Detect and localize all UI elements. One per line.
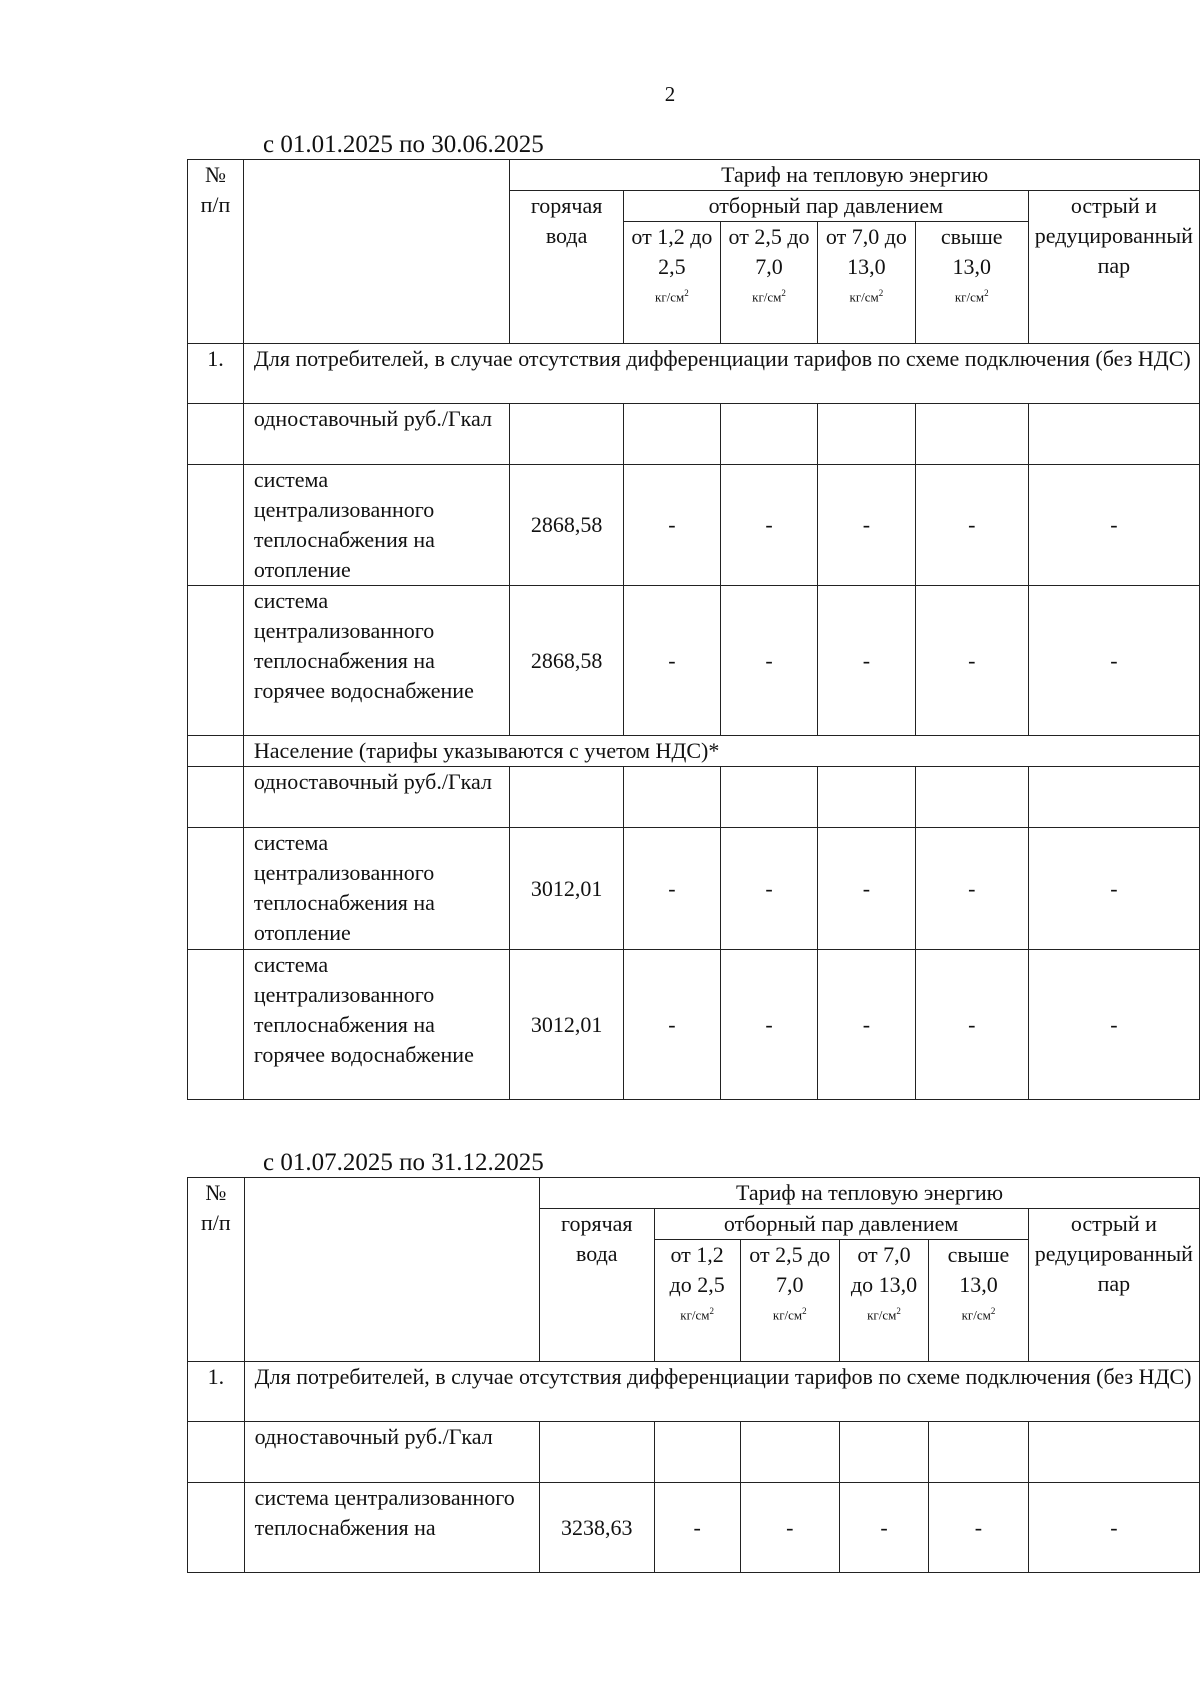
dash-cell: - — [623, 465, 720, 586]
dash-cell: - — [740, 1483, 839, 1573]
header-range-1: от 1,2 до 2,5 $кг/см^2$ — [654, 1240, 740, 1362]
group-num: 1. — [188, 344, 244, 404]
header-tariff-title: Тариф на тепловую энергию — [540, 1178, 1200, 1209]
dash-cell: - — [839, 1483, 928, 1573]
header-sharp-steam: острый и редуцированный пар — [1028, 1209, 1199, 1362]
empty-cell — [188, 586, 244, 736]
dash-cell: - — [1028, 586, 1199, 736]
group-num: 1. — [188, 1362, 245, 1422]
tariff-table-2 — [187, 1177, 1200, 1573]
dash-cell: - — [720, 586, 817, 736]
header-steam-group: отборный пар давлением — [623, 191, 1028, 222]
header-hot-water: горячая вода — [540, 1209, 655, 1362]
dash-cell: - — [915, 465, 1028, 586]
header-num: № п/п — [188, 160, 244, 344]
rate-type-label: одноставочный руб./Гкал — [243, 404, 509, 465]
group-title: Для потребителей, в случае отсутствия дифференциации тарифов по схеме подключения (без НДС) — [243, 344, 1199, 404]
header-num: № п/п — [188, 1178, 245, 1362]
empty-cell — [188, 1422, 245, 1483]
header-range-1: от 1,2 до 2,5 $кг/см^2$ — [623, 222, 720, 344]
header-range-3: от 7,0 до 13,0 $кг/см^2$ — [839, 1240, 928, 1362]
dash-cell: - — [720, 465, 817, 586]
row-label: система централизованного теплоснабжения на горячее водоснабжение — [243, 586, 509, 736]
dash-cell: - — [818, 586, 916, 736]
dash-cell: - — [929, 1483, 1029, 1573]
dash-cell: - — [1028, 1483, 1199, 1573]
row-label: система централизованного теплоснабжения на отопление — [243, 828, 509, 950]
rate-type-label: одноставочный руб./Гкал — [243, 767, 509, 828]
dash-cell: - — [720, 950, 817, 1100]
page-number: 2 — [664, 82, 676, 106]
hot-water-value: 2868,58 — [510, 465, 624, 586]
empty-cell — [188, 828, 244, 950]
dash-cell: - — [1028, 950, 1199, 1100]
dash-cell: - — [1028, 828, 1199, 950]
header-range-2: от 2,5 до 7,0 $кг/см^2$ — [720, 222, 817, 344]
dash-cell: - — [915, 586, 1028, 736]
dash-cell: - — [818, 828, 916, 950]
row-label: система централизованного теплоснабжения на горячее водоснабжение — [243, 950, 509, 1100]
dash-cell: - — [1028, 465, 1199, 586]
dash-cell: - — [654, 1483, 740, 1573]
dash-cell: - — [623, 950, 720, 1100]
dash-cell: - — [818, 950, 916, 1100]
hot-water-value: 3012,01 — [510, 828, 624, 950]
period-title-2: с 01.07.2025 по 31.12.2025 — [263, 1149, 544, 1176]
header-blank — [243, 160, 509, 344]
row-label: система централизованного теплоснабжения на — [244, 1483, 539, 1573]
empty-cell — [188, 1483, 245, 1573]
empty-cell — [188, 767, 244, 828]
header-sharp-steam: острый и редуцированный пар — [1028, 191, 1199, 344]
hot-water-value: 2868,58 — [510, 586, 624, 736]
header-tariff-title: Тариф на тепловую энергию — [510, 160, 1200, 191]
empty-cell — [188, 404, 244, 465]
header-range-3: от 7,0 до 13,0 $кг/см^2$ — [818, 222, 916, 344]
dash-cell: - — [720, 828, 817, 950]
header-range-2: от 2,5 до 7,0 $кг/см^2$ — [740, 1240, 839, 1362]
dash-cell: - — [623, 828, 720, 950]
empty-cell — [188, 736, 244, 767]
tariff-table-1 — [187, 159, 1200, 1100]
header-range-4: свыше 13,0 $кг/см^2$ — [929, 1240, 1029, 1362]
header-steam-group: отборный пар давлением — [654, 1209, 1028, 1240]
header-range-4: свыше 13,0 $кг/см^2$ — [915, 222, 1028, 344]
hot-water-value: 3012,01 — [510, 950, 624, 1100]
tariff-section-1 — [187, 132, 1200, 1100]
period-title-1: с 01.01.2025 по 30.06.2025 — [263, 131, 544, 158]
header-hot-water: горячая вода — [510, 191, 624, 344]
group-title: Для потребителей, в случае отсутствия дифференциации тарифов по схеме подключения (без НДС) — [244, 1362, 1199, 1422]
tariff-section-2 — [187, 1150, 1200, 1573]
header-blank — [244, 1178, 539, 1362]
empty-cell — [188, 950, 244, 1100]
dash-cell: - — [915, 950, 1028, 1100]
group-title: Население (тарифы указываются с учетом НДС)* — [243, 736, 1199, 767]
dash-cell: - — [818, 465, 916, 586]
row-label: система централизованного теплоснабжения на отопление — [243, 465, 509, 586]
empty-cell — [188, 465, 244, 586]
rate-type-label: одноставочный руб./Гкал — [244, 1422, 539, 1483]
dash-cell: - — [623, 586, 720, 736]
hot-water-value: 3238,63 — [540, 1483, 655, 1573]
dash-cell: - — [915, 828, 1028, 950]
